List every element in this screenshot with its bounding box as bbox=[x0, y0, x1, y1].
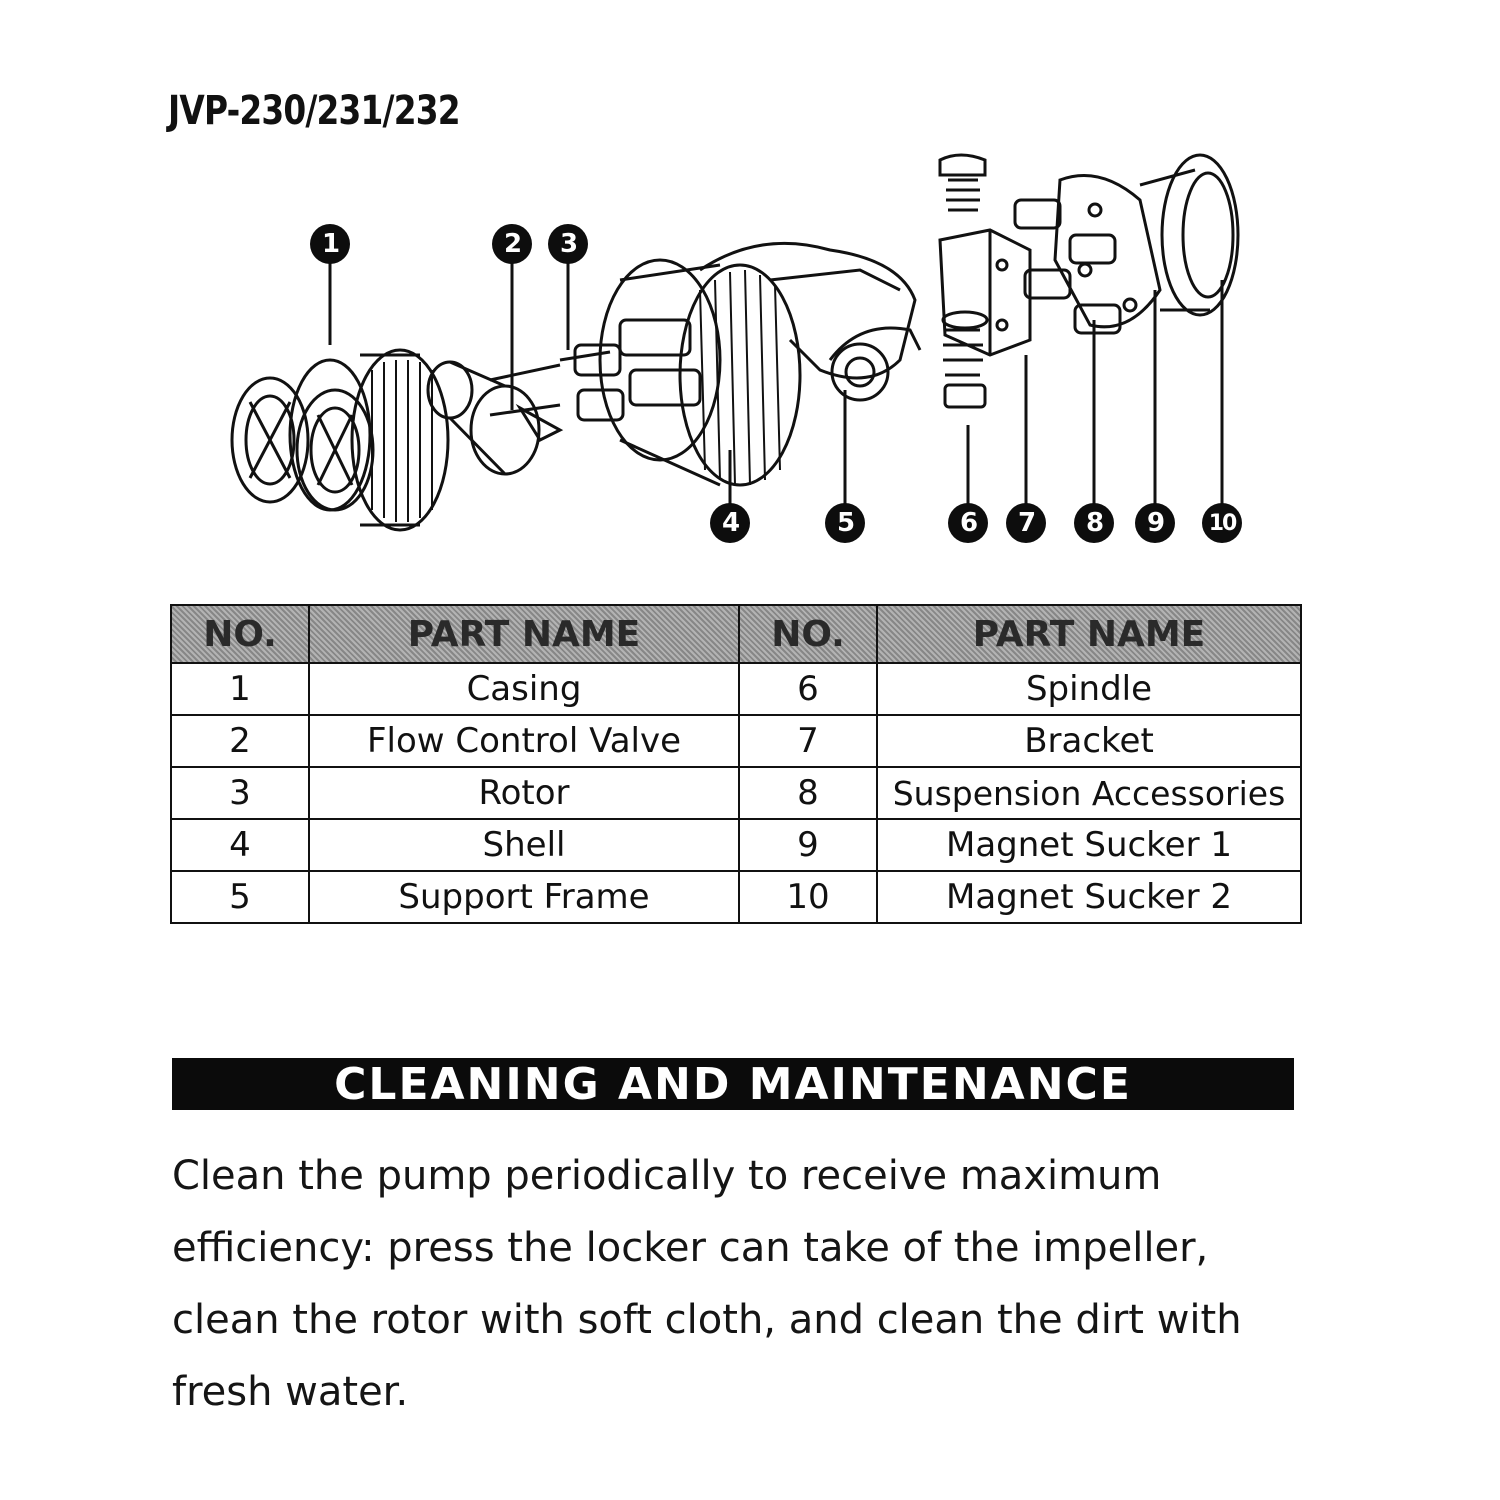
model-title: JVP-230/231/232 bbox=[168, 88, 460, 134]
callout-5: 5 bbox=[825, 503, 865, 543]
table-row bbox=[171, 767, 1301, 819]
section-heading-text: CLEANING AND MAINTENANCE bbox=[334, 1058, 1132, 1110]
header-part-name: PART NAME bbox=[309, 605, 739, 663]
part-number: 2 bbox=[171, 715, 309, 767]
header-no: NO. bbox=[739, 605, 877, 663]
part-number: 9 bbox=[739, 819, 877, 871]
table-row bbox=[171, 663, 1301, 715]
callout-10: 10 bbox=[1202, 503, 1242, 543]
part-number: 1 bbox=[171, 663, 309, 715]
part-number: 8 bbox=[739, 767, 877, 819]
callout-3: 3 bbox=[548, 224, 588, 264]
callout-2: 2 bbox=[492, 224, 532, 264]
table-row bbox=[171, 819, 1301, 871]
callout-8: 8 bbox=[1074, 503, 1114, 543]
part-number: 10 bbox=[739, 871, 877, 923]
cleaning-instructions: Clean the pump periodically to receive maximum efficiency: press the locker can take of the impeller, clean the rotor with soft cloth, and clean the dirt with fresh water. bbox=[172, 1153, 1242, 1415]
callout-9: 9 bbox=[1135, 503, 1175, 543]
parts-table bbox=[170, 604, 1302, 924]
callout-4: 4 bbox=[710, 503, 750, 543]
part-number: 6 bbox=[739, 663, 877, 715]
part-number: 5 bbox=[171, 871, 309, 923]
callout-1: 1 bbox=[310, 224, 350, 264]
table-header-row bbox=[171, 605, 1301, 663]
part-number: 4 bbox=[171, 819, 309, 871]
part-name: Rotor bbox=[309, 767, 739, 819]
part-name: Suspension Accessories bbox=[877, 767, 1301, 819]
part-name: Bracket bbox=[877, 715, 1301, 767]
part-number: 3 bbox=[171, 767, 309, 819]
callout-7: 7 bbox=[1006, 503, 1046, 543]
section-heading bbox=[172, 1058, 1294, 1110]
part-name: Spindle bbox=[877, 663, 1301, 715]
part-name: Flow Control Valve bbox=[309, 715, 739, 767]
table-row bbox=[171, 715, 1301, 767]
header-no: NO. bbox=[171, 605, 309, 663]
part-name: Magnet Sucker 2 bbox=[877, 871, 1301, 923]
exploded-diagram bbox=[0, 140, 1500, 560]
part-name: Casing bbox=[309, 663, 739, 715]
pump-drawing bbox=[0, 140, 1500, 560]
part-number: 7 bbox=[739, 715, 877, 767]
part-name: Shell bbox=[309, 819, 739, 871]
part-name: Magnet Sucker 1 bbox=[877, 819, 1301, 871]
part-name: Support Frame bbox=[309, 871, 739, 923]
callout-6: 6 bbox=[948, 503, 988, 543]
header-part-name: PART NAME bbox=[877, 605, 1301, 663]
table-row bbox=[171, 871, 1301, 923]
